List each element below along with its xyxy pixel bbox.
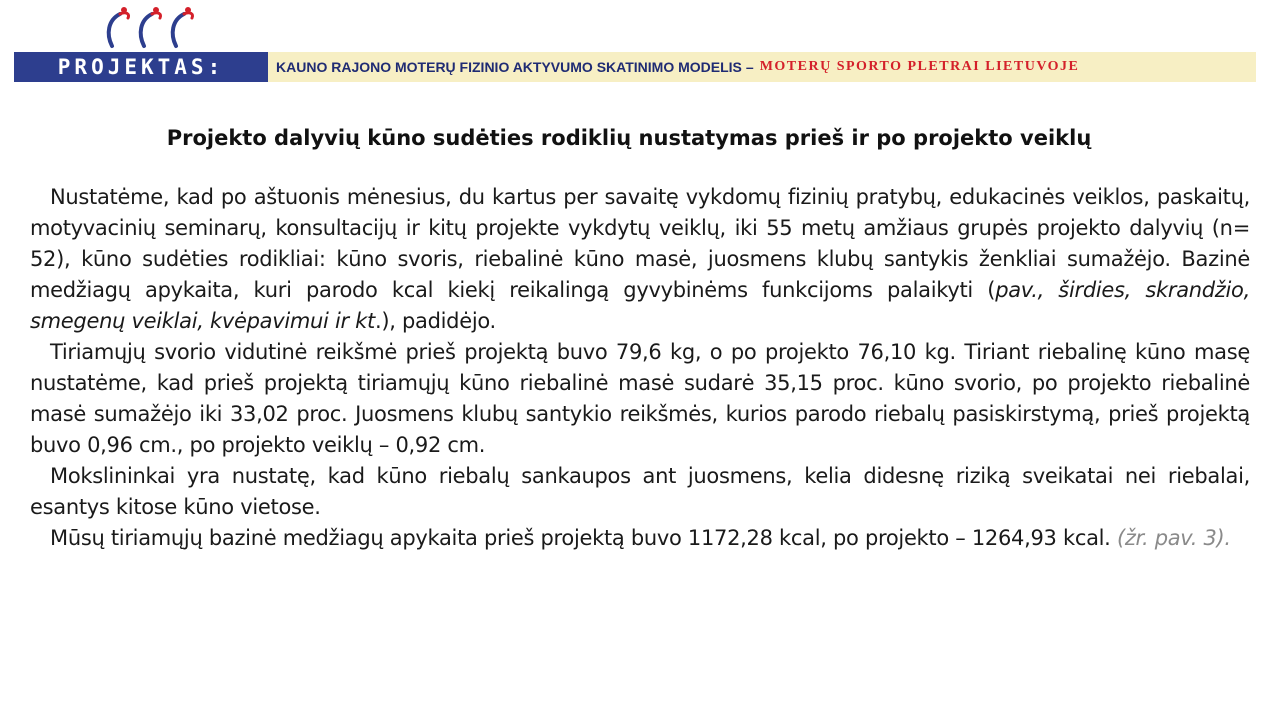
paragraph-4-text: Mūsų tiriamųjų bazinė medžiagų apykaita prieš projektą buvo 1172,28 kcal, po projekto – 1264,93 kcal. xyxy=(50,526,1117,550)
paragraph-4 xyxy=(30,523,1250,554)
project-badge: PROJEKTAS: xyxy=(14,52,268,82)
banner-strip xyxy=(268,52,1256,82)
banner-accent-text: MOTERŲ SPORTO PLETRAI LIETUVOJE xyxy=(759,59,1080,74)
paragraph-2: Tiriamųjų svorio vidutinė reikšmė prieš projektą buvo 79,6 kg, o po projekto 76,10 kg. Tiriant riebalinę kūno masę nustatėme, kad prieš projektą tiriamųjų kūno riebalinė masė sudarė 35,15 proc. kūno svorio, po projekto riebalinė masė sumažėjo iki 33,02 proc. Juosmens klubų santykio reikšmės, kurios parodo riebalų pasiskirstymą, prieš projektą buvo 0,96 cm., po projekto veiklų – 0,92 cm. xyxy=(30,340,1250,457)
paragraph-3: Mokslininkai yra nustatę, kad kūno riebalų sankaupos ant juosmens, kelia didesnę riziką sveikatai nei riebalai, esantys kitose kūno vietose. xyxy=(30,464,1250,519)
banner-separator: – xyxy=(745,59,754,75)
page-title: Projekto dalyvių kūno sudėties rodiklių nustatymas prieš ir po projekto veiklų xyxy=(166,126,1092,150)
banner-main-text: KAUNO RAJONO MOTERŲ FIZINIO AKTYVUMO SKATINIMO MODELIS xyxy=(276,59,742,75)
body-text xyxy=(30,182,1250,554)
paragraph-1-text: Nustatėme, kad po aštuonis mėnesius, du kartus per savaitę vykdomų fizinių pratybų, edukacinės veiklos, paskaitų, motyvacinių seminarų, konsultacijų ir kitų projekte vykdytų veiklų, iki 55 metų amžiaus grupės projekto dalyvių (n= 52), kūno sudėties rodikliai: kūno svoris, riebalinė kūno masė, juosmens klubų santykis ženkliai sumažėjo. Bazinė medžiagų apykaita, kuri parodo kcal kiekį reikalingą gyvybinėms funkcijoms palaikyti ( xyxy=(30,185,1250,302)
running-figures-logo xyxy=(100,4,210,54)
paragraph-1 xyxy=(30,182,1250,337)
paragraph-1-italic: pav., širdies, skrandžio, smegenų veiklai, kvėpavimui ir kt xyxy=(30,278,1250,333)
project-banner xyxy=(14,52,1256,82)
paragraph-1-tail: .), padidėjo. xyxy=(374,309,496,333)
figure-reference: (žr. pav. 3). xyxy=(1116,526,1231,550)
